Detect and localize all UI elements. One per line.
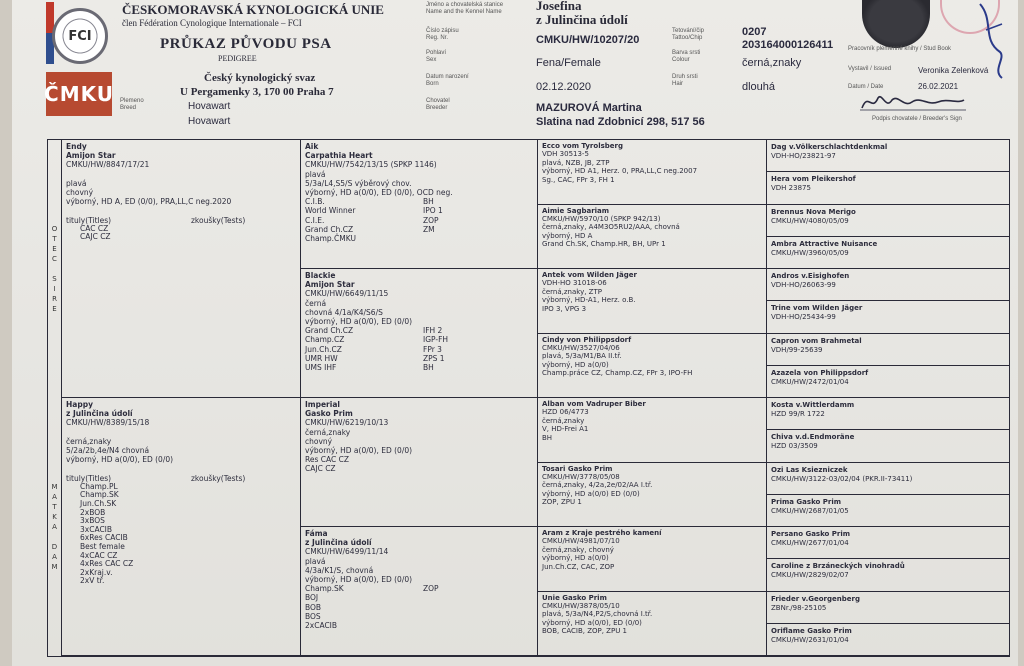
gen1-line: 5/2a/2b,4e/N4 chovná xyxy=(66,446,150,456)
pedigree-sheet xyxy=(12,0,1018,666)
gen4-line: HZD 99/R 1722 xyxy=(771,410,825,418)
gen3-ancestor xyxy=(538,269,767,334)
title-pair xyxy=(305,363,533,372)
gen1-line xyxy=(66,428,296,437)
dob-label: Datum narození Born xyxy=(426,74,469,87)
gen3-line: plavá, NZB, JB, ZTP xyxy=(542,158,610,167)
gen2-line: výborný, HD a(0/0), ED (0/0) xyxy=(305,317,413,327)
official-stamp-icon xyxy=(862,0,930,48)
gen3-line: CMKU/HW/4981/07/10 xyxy=(542,537,620,546)
gen1-line: Happy xyxy=(66,400,93,409)
title-pair xyxy=(305,354,533,363)
title-right: IPO 1 xyxy=(423,206,443,216)
title-left: BOJ xyxy=(305,593,319,603)
gen1-line: plavá xyxy=(66,178,87,188)
title-left: Champ.ČMKU xyxy=(305,234,356,244)
gen3-line: CMKU/HW/5970/10 (SPKP 942/13) xyxy=(542,214,661,223)
tests-label: zkoušky(Tests) xyxy=(191,473,246,483)
title-left: Jun.Ch.CZ xyxy=(305,344,342,354)
breeder-name: MAZUROVÁ Martina xyxy=(536,102,642,114)
gen1-line: výborný, HD A, ED (0/0), PRA,LL,C neg.2020 xyxy=(66,197,232,207)
gen3-line: Alban vom Vadruper Biber xyxy=(542,400,646,408)
gen4-line: CMKU/HW/2472/01/04 xyxy=(771,377,849,386)
title-left: Grand Ch.CZ xyxy=(305,326,354,336)
gen2-line: chovný xyxy=(305,436,333,446)
side-letter: I xyxy=(53,285,56,293)
gen1-line: CMKU/HW/8847/17/21 xyxy=(66,160,150,170)
title-pair xyxy=(305,603,533,612)
title-right: ZOP xyxy=(423,215,439,225)
gen4-line: VDH/99-25639 xyxy=(771,345,823,354)
gen3-line: černá,znaky, 4/2a,2e/02/AA I.tř. xyxy=(542,481,653,490)
gen4-line: Ambra Attractive Nuisance xyxy=(771,239,878,248)
gen3-ancestor xyxy=(538,398,767,463)
dob-value: 02.12.2020 xyxy=(536,81,592,93)
gen1-line: tituly(Titles) zkoušky(Tests) xyxy=(66,215,246,225)
gen2-line: CMKU/HW/6649/11/15 xyxy=(305,289,389,299)
gen3-line: Champ.práce CZ, Champ.CZ, FPr 3, IPO-FH xyxy=(542,369,693,378)
title-pair xyxy=(305,225,533,234)
gen3-line: Jun.Ch.CZ, CAC, ZOP xyxy=(542,562,615,571)
title-pair xyxy=(305,206,533,215)
gen2-line: Blackie xyxy=(305,271,336,280)
org-name: ČESKOMORAVSKÁ KYNOLOGICKÁ UNIE xyxy=(122,2,384,17)
gen3-line: černá,znaky, chovný xyxy=(542,545,614,554)
gen4-ancestor xyxy=(767,334,1009,366)
side-letter: S xyxy=(52,275,57,283)
title-entry: 2xV tř. xyxy=(80,576,105,586)
gen4-ancestor xyxy=(767,140,1009,172)
doc-subtitle: PEDIGREE xyxy=(218,54,257,63)
title-left: BOB xyxy=(305,602,322,612)
side-letter: M xyxy=(51,483,58,491)
gen3-line: IPO 3, VPG 3 xyxy=(542,304,587,313)
gen4-line: ZBNr./98-25105 xyxy=(771,603,827,612)
gen4-ancestor xyxy=(767,269,1009,301)
gen3-line: CMKU/HW/3878/05/10 xyxy=(542,601,620,610)
gen2-line: CMKU/HW/6499/11/14 xyxy=(305,547,389,557)
gen1-line: tituly(Titles) zkoušky(Tests) xyxy=(66,473,246,483)
title-right: ZOP xyxy=(423,584,439,594)
gen4-ancestor xyxy=(767,592,1009,624)
side-letter: C xyxy=(52,255,57,263)
gen1-line: černá,znaky xyxy=(66,436,112,446)
gen3-line: ZOP, ZPU 1 xyxy=(542,498,582,507)
gen3-ancestor xyxy=(538,592,767,657)
gen2-ancestor xyxy=(301,527,538,656)
gen3-line: Cindy von Philippsdorf xyxy=(542,335,632,344)
gen4-ancestor xyxy=(767,398,1009,430)
color-value: černá,znaky xyxy=(742,57,802,69)
issuer-address: U Pergamenky 3, 170 00 Praha 7 xyxy=(180,86,334,98)
hair-label: Druh srsti Hair xyxy=(672,74,698,87)
sex-label: Pohlaví Sex xyxy=(426,50,447,63)
date-label: Datum / Date xyxy=(848,84,884,90)
gen4-ancestor xyxy=(767,495,1009,527)
gen4-line: CMKU/HW/3960/05/09 xyxy=(771,248,849,257)
breeder-sign-label: Podpis chovatele / Breeder's Sign xyxy=(872,116,962,122)
gen3-line: Antek vom Wilden Jäger xyxy=(542,271,637,279)
gen3-line: V, HD-Frei A1 xyxy=(542,425,589,434)
gen3-line: Aimie Sagbariam xyxy=(542,206,610,215)
side-letter: O xyxy=(51,225,58,233)
title-entry: Champ.SK xyxy=(80,490,119,500)
gen3-line: BOB, CACIB, ZOP, ZPU 1 xyxy=(542,627,627,636)
gen1-line: z Julinčina údolí xyxy=(66,409,133,419)
color-label: Barva srsti Colour xyxy=(672,50,701,63)
title-left: C.I.E. xyxy=(305,215,325,225)
gen1-line: CMKU/HW/8389/15/18 xyxy=(66,418,150,428)
gen4-ancestor xyxy=(767,301,1009,333)
gen4-ancestor xyxy=(767,559,1009,591)
gen4-ancestor xyxy=(767,205,1009,237)
gen3-line: Grand Ch.SK, Champ.HR, BH, UPr 1 xyxy=(542,240,666,249)
hair-value: dlouhá xyxy=(742,81,776,93)
title-right: BH xyxy=(423,363,434,373)
side-letter xyxy=(53,264,55,274)
gen4-line: Persano Gasko Prim xyxy=(771,530,851,538)
gen3-line: černá,znaky, A4M3O5RU2/AAA, chovná xyxy=(542,223,680,232)
dog-kennel: z Julinčina údolí xyxy=(536,12,628,27)
gen3-line: Unie Gasko Prim xyxy=(542,593,607,602)
gen1-line xyxy=(66,464,296,473)
gen2-line: černá xyxy=(305,298,327,308)
reg-number: CMKU/HW/10207/20 xyxy=(536,34,640,46)
gen4-line: Frieder v.Georgenberg xyxy=(771,594,860,603)
breeder-signature-icon xyxy=(858,90,968,114)
title-entry: 4xRes CAC CZ xyxy=(80,559,134,569)
title-right: ZM xyxy=(423,224,435,234)
gen2-ancestor xyxy=(301,398,538,527)
gen3-ancestor xyxy=(538,140,767,205)
gen3-ancestor xyxy=(538,205,767,270)
side-letter: T xyxy=(52,503,57,511)
title-pair xyxy=(305,584,533,593)
title-entry: 6xRes CACIB xyxy=(80,533,128,543)
gen3-line: Tosari Gasko Prim xyxy=(542,464,613,473)
gen1-line: Endy xyxy=(66,142,87,151)
gen4-line: VDH-HO/23821-97 xyxy=(771,152,836,160)
gen3-line: VDH-HO 31018-06 xyxy=(542,279,607,288)
chip-value: 203164000126411 xyxy=(742,39,834,51)
breeder-address: Slatina nad Zdobnicí 298, 517 56 xyxy=(536,116,705,128)
title-entry: Best female xyxy=(80,541,125,551)
pedigree-table xyxy=(47,139,1010,657)
title-left: C.I.B. xyxy=(305,197,325,207)
tattoo-label: Tetování/čip Tattoo/Chip xyxy=(672,28,705,41)
side-letter: D xyxy=(51,543,58,551)
gen4-line: CMKU/HW/2677/01/04 xyxy=(771,539,849,547)
breeder-label: Chovatel Breeder xyxy=(426,98,450,111)
gen4-line: CMKU/HW/2631/01/04 xyxy=(771,635,849,644)
gen4-line: Kosta v.Wittlerdamm xyxy=(771,401,855,409)
title-pair xyxy=(305,612,533,621)
gen2-line: černá,znaky xyxy=(305,427,351,437)
gen2-line: CMKU/HW/6219/10/13 xyxy=(305,418,389,428)
title-entry: Champ.PL xyxy=(80,481,118,491)
issuer-name: Český kynologický svaz xyxy=(204,72,316,84)
side-letter: A xyxy=(52,553,57,561)
gen4-line: CMKU/HW/3122-03/02/04 (PKR.II-73411) xyxy=(771,474,913,483)
gen4-line: CMKU/HW/4080/05/09 xyxy=(771,216,849,225)
gen3-line: výborný, HD A xyxy=(542,231,593,240)
gen3-line: výborný, HD a(0/0) xyxy=(542,554,609,563)
gen2-line: CMKU/HW/7542/13/15 (SPKP 1146) xyxy=(305,160,437,170)
gen1-line: výborný, HD a(0/0), ED (0/0) xyxy=(66,455,174,465)
side-letter: R xyxy=(52,295,57,303)
title-pair xyxy=(305,335,533,344)
gen2-ancestor xyxy=(301,269,538,398)
gen3-line: Ecco vom Tyrolsberg xyxy=(542,142,623,150)
gen4-ancestor xyxy=(767,463,1009,495)
title-pair xyxy=(305,326,533,335)
gen3-line: plavá, 5/3a/M1/BA II.tř. xyxy=(542,352,622,361)
side-letter: E xyxy=(52,305,57,313)
gen4-line: VDH-HO/26063-99 xyxy=(771,281,836,289)
title-right: FPr 3 xyxy=(423,344,442,354)
studbook-label: Pracovník plemenné knihy / Stud Book xyxy=(848,46,952,52)
title-entry: 4xCAC CZ xyxy=(80,550,118,560)
gen4-ancestor xyxy=(767,237,1009,269)
issued-value: Veronika Zelenková xyxy=(918,66,989,75)
tattoo-value: 0207 xyxy=(742,26,767,38)
side-label-sire xyxy=(48,140,62,398)
side-letter: M xyxy=(51,563,58,571)
side-letter: E xyxy=(52,245,57,253)
breed-label: Plemeno Breed xyxy=(120,98,144,111)
title-left: UMS IHF xyxy=(305,363,337,373)
gen4-line: Andros v.Eisighofen xyxy=(771,272,850,280)
gen2-line: Gasko Prim xyxy=(305,409,353,419)
gen4-ancestor xyxy=(767,366,1009,398)
gen3-line: HZD 06/4773 xyxy=(542,408,589,417)
gen3-ancestor xyxy=(538,463,767,528)
gen2-line: Res CAC CZ xyxy=(305,455,350,465)
gen1-line: chovný xyxy=(66,188,94,198)
gen3-line: BH xyxy=(542,433,553,442)
reg-label: Číslo zápisu Reg. Nr. xyxy=(426,28,459,41)
gen4-ancestor xyxy=(767,430,1009,462)
side-letter xyxy=(53,532,55,542)
gen4-ancestor xyxy=(767,172,1009,204)
gen3-line: CMKU/HW/3527/04/06 xyxy=(542,343,620,352)
title-entry: CAC CZ xyxy=(80,223,109,233)
breed-value: Hovawart xyxy=(188,101,231,112)
title-entry: 2xBOB xyxy=(80,507,106,517)
gen1-line: Amijon Star xyxy=(66,151,116,161)
gen4-line: CMKU/HW/2829/02/07 xyxy=(771,571,849,580)
title-pair xyxy=(305,197,533,206)
side-letter: K xyxy=(52,513,57,521)
gen2-line: výborný, HD a(0/0), ED (0/0), OCD neg. xyxy=(305,188,453,198)
gen3-line: CMKU/HW/3778/05/08 xyxy=(542,472,620,481)
gen2-line: 4/3a/K1/S, chovná xyxy=(305,565,374,575)
tests-label: zkoušky(Tests) xyxy=(191,215,246,225)
title-entry: CAJC CZ xyxy=(80,232,111,242)
gen3-line: výborný, HD a(0/0) ED (0/0) xyxy=(542,489,640,498)
gen4-line: Oriflame Gasko Prim xyxy=(771,626,852,635)
title-right: ZPS 1 xyxy=(423,353,445,363)
gen3-line: černá,znaky, ZTP xyxy=(542,287,602,296)
gen1-sire xyxy=(62,140,301,398)
gen1-line xyxy=(66,170,296,179)
side-label-dam xyxy=(48,398,62,656)
gen4-line: Hera vom Pleikershof xyxy=(771,175,856,184)
title-left: BOS xyxy=(305,611,321,621)
title-right: IGP-FH xyxy=(423,335,449,345)
gen4-line: Caroline z Brzáneckých vinohradů xyxy=(771,562,905,571)
title-pair xyxy=(305,593,533,602)
gen4-line: VDH-HO/25434-99 xyxy=(771,313,836,322)
gen2-line: Imperial xyxy=(305,400,340,409)
title-left: World Winner xyxy=(305,206,356,216)
gen2-line: plavá xyxy=(305,556,326,566)
side-letter: A xyxy=(52,523,57,531)
cmku-logo-icon: ČMKU xyxy=(46,72,112,116)
title-entry: 3xCACIB xyxy=(80,524,113,534)
gen3-ancestor xyxy=(538,527,767,592)
gen3-line: výborný, HD-A1, Herz. o.B. xyxy=(542,296,636,305)
title-pair xyxy=(305,621,533,630)
dog-name: Josefina xyxy=(536,0,582,13)
gen4-line: Ozi Las Ksiezniczek xyxy=(771,465,848,474)
org-membership: člen Fédération Cynologique Internationale – FCI xyxy=(122,18,302,28)
gen2-line: chovná 4/1a/K4/S6/S xyxy=(305,307,383,317)
title-pair xyxy=(305,234,533,243)
gen3-line: Aram z Kraje pestrého kamení xyxy=(542,529,662,537)
title-left: UMR HW xyxy=(305,353,338,363)
title-entry: 3xBOS xyxy=(80,516,105,526)
gen2-ancestor xyxy=(301,140,538,269)
gen3-line: výborný, HD a(0/0) xyxy=(542,360,609,369)
title-entry: 2xKraj.v. xyxy=(80,567,113,577)
gen4-line: Capron vom Brahmetal xyxy=(771,336,862,345)
gen4-line: VDH 23875 xyxy=(771,184,811,193)
gen2-line: Fáma xyxy=(305,529,328,538)
date-value: 26.02.2021 xyxy=(918,82,959,91)
gen2-line: plavá xyxy=(305,169,326,179)
fci-logo-icon: FCI xyxy=(52,8,108,64)
gen3-line: VDH 30513-5 xyxy=(542,150,589,159)
gen3-line: plavá, 5/3a/N4,P2/S,chovná I.tř. xyxy=(542,610,653,619)
gen1-dam xyxy=(62,398,301,656)
gen4-line: Trine vom Wilden Jäger xyxy=(771,304,863,313)
breed-value-en: Hovawart xyxy=(188,116,231,127)
title-entry: Jun.Ch.SK xyxy=(80,499,117,509)
gen2-line: Aik xyxy=(305,142,319,151)
gen2-line: z Julinčina údolí xyxy=(305,538,372,548)
gen3-line: černá,znaky xyxy=(542,416,585,425)
gen4-line: CMKU/HW/2687/01/05 xyxy=(771,506,849,515)
title-pair xyxy=(305,345,533,354)
title-left: 2xCACIB xyxy=(305,621,338,631)
title-left: Champ.SK xyxy=(305,584,344,594)
gen4-ancestor xyxy=(767,624,1009,656)
gen3-line: výborný, HD a(0/0), ED (0/0) xyxy=(542,618,642,627)
side-letter: T xyxy=(52,235,57,243)
title-left: Champ.CZ xyxy=(305,335,345,345)
gen4-line: Chiva v.d.Endmoräne xyxy=(771,433,855,442)
side-letter: A xyxy=(52,493,57,501)
cmku-logo xyxy=(46,2,114,120)
gen3-line: Sg., CAC, FPr 3, FH 1 xyxy=(542,175,615,184)
gen2-line: CAJC CZ xyxy=(305,464,336,474)
title-right: IFH 2 xyxy=(423,326,443,336)
gen3-ancestor xyxy=(538,334,767,399)
gen4-ancestor xyxy=(767,527,1009,559)
gen3-line: výborný, HD A1, Herz. 0, PRA,LL,C neg.2007 xyxy=(542,167,698,176)
title-left: Grand Ch.CZ xyxy=(305,224,354,234)
name-label: Jméno a chovatelská stanice Name and the Kennel Name xyxy=(426,2,504,15)
gen4-line: Prima Gasko Prim xyxy=(771,497,842,506)
title-pair xyxy=(305,216,533,225)
sex-value: Fena/Female xyxy=(536,57,601,69)
doc-title: PRŮKAZ PŮVODU PSA xyxy=(160,36,332,52)
gen4-line: HZD 03/3509 xyxy=(771,442,818,451)
gen2-line: Carpathia Heart xyxy=(305,151,373,161)
gen4-line: Dag v.Völkerschlachtdenkmal xyxy=(771,143,888,151)
issued-label: Vystavil / Issued xyxy=(848,66,892,72)
gen2-line: výborný, HD a(0/0), ED (0/0) xyxy=(305,446,413,456)
gen1-line xyxy=(66,206,296,215)
gen4-line: Brennus Nova Merigo xyxy=(771,207,856,216)
gen4-line: Azazela von Philippsdorf xyxy=(771,368,869,377)
title-right: BH xyxy=(423,197,434,207)
gen2-line: Amijon Star xyxy=(305,280,355,290)
gen2-line: 5/3a/L4,S5/S výběrový chov. xyxy=(305,178,412,188)
gen2-line: výborný, HD a(0/0), ED (0/0) xyxy=(305,575,413,585)
